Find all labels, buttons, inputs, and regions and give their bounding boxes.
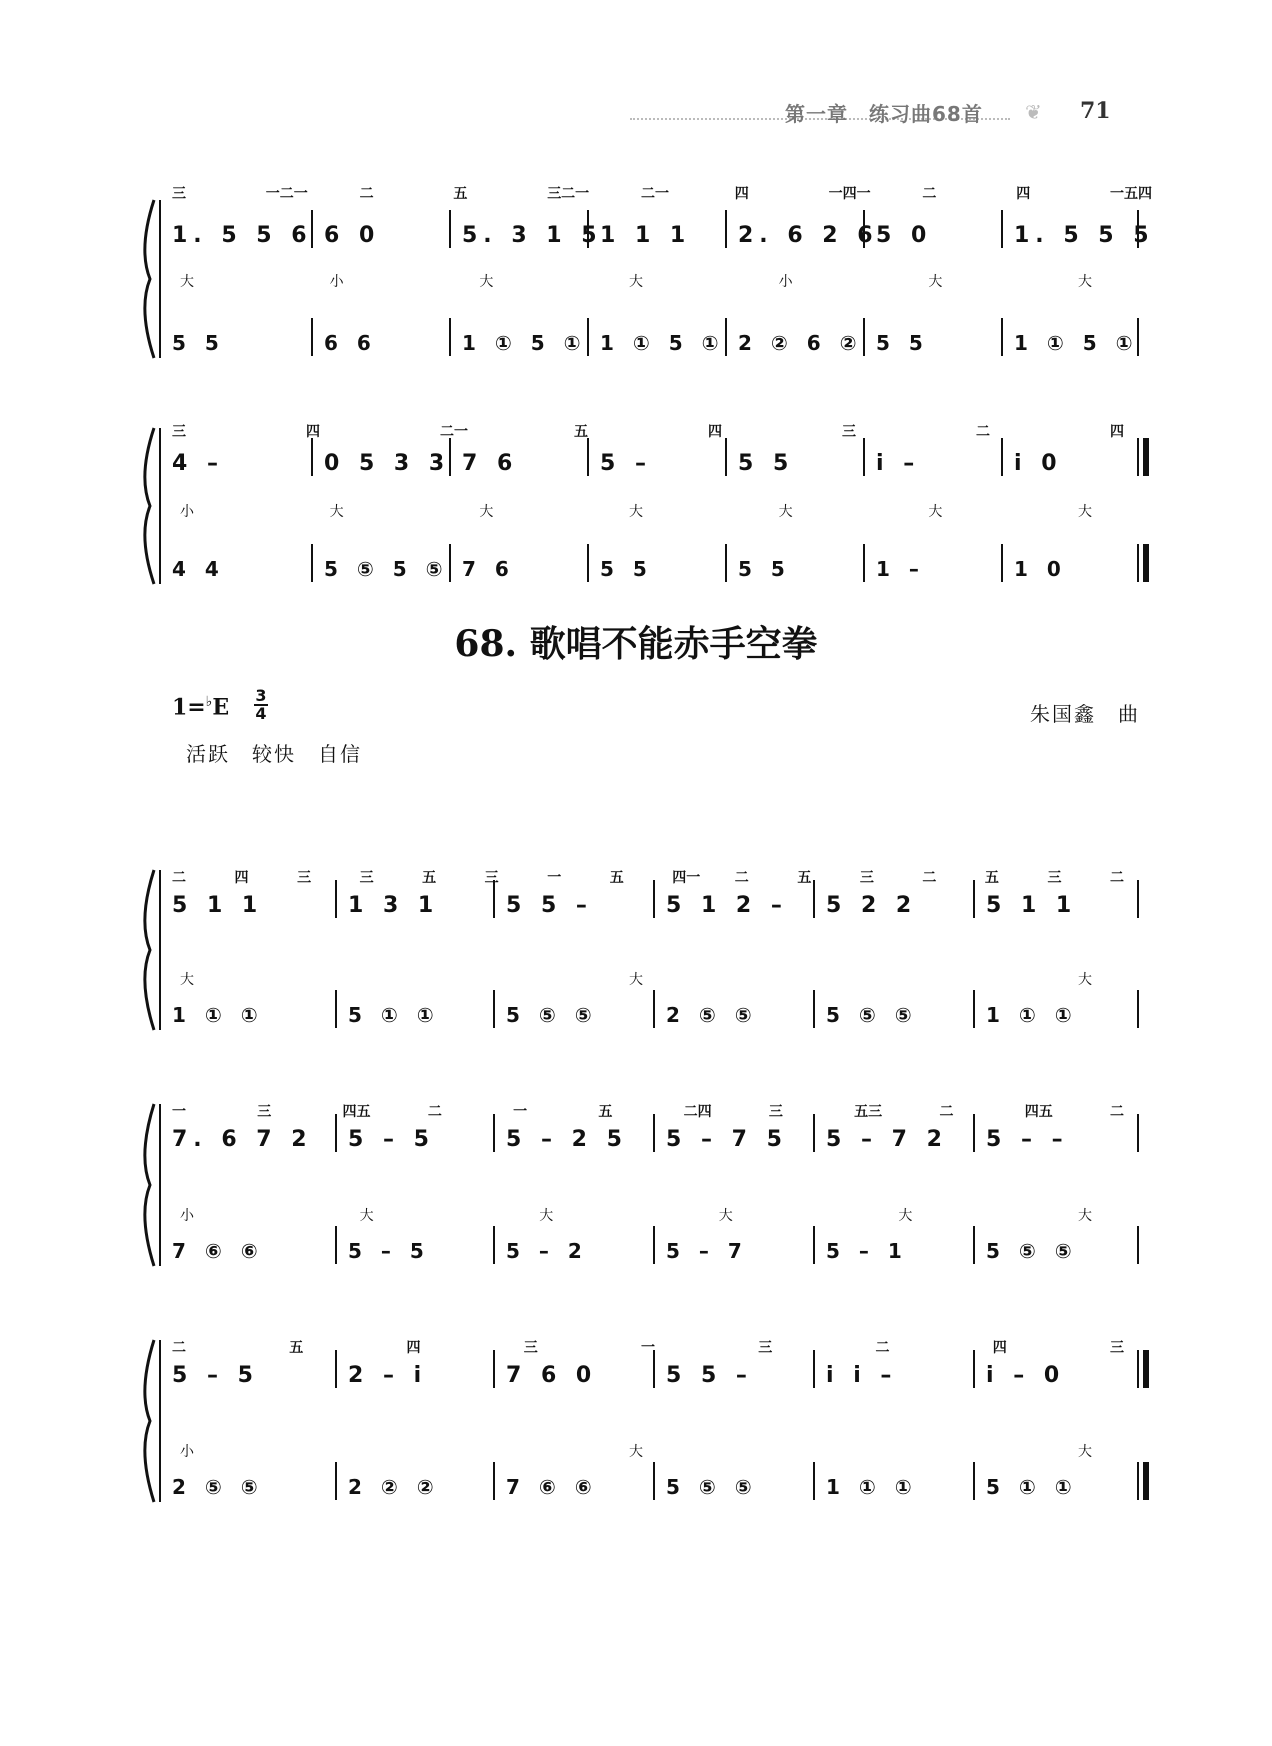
- system-brace: [145, 1340, 154, 1502]
- fingering-label: 五: [422, 870, 437, 886]
- fingering-label: 三: [523, 1340, 538, 1356]
- hand-hint: 大: [629, 1444, 643, 1460]
- hand-hint: 大: [180, 972, 194, 988]
- lower-measure: 2 ⑤ ⑤: [172, 1475, 264, 1499]
- tempo-marking: 活跃 较快 自信: [186, 742, 362, 766]
- hand-hint: 大: [629, 274, 643, 290]
- lower-measure: 5 5: [172, 331, 225, 355]
- upper-measure: 2 – i: [348, 1363, 428, 1388]
- lower-measure: 5 – 1: [826, 1239, 908, 1263]
- fingering-label: 四一: [672, 870, 701, 886]
- hand-hint: 大: [629, 972, 643, 988]
- meter-top: 3: [255, 686, 267, 705]
- fingering-label: 三: [257, 1104, 272, 1120]
- upper-measure: 5. 3 1 5: [462, 223, 603, 248]
- upper-measure: 7 6: [462, 451, 519, 476]
- fingering-label: 一四一: [828, 186, 871, 202]
- upper-measure: 5 0: [876, 223, 933, 248]
- upper-measure: 5 1 2 –: [666, 893, 788, 918]
- lower-measure: 1 ① 5 ①: [462, 331, 587, 355]
- hand-hint: 小: [180, 1208, 194, 1224]
- hand-hint: 小: [180, 504, 194, 520]
- system-brace: [145, 428, 154, 584]
- lower-measure: 5 ⑤ ⑤: [506, 1003, 598, 1027]
- fingering-label: 三: [1110, 1340, 1124, 1356]
- fingering-label: 四: [992, 1340, 1007, 1356]
- lower-measure: 4 4: [172, 557, 225, 581]
- upper-measure: 5 – 7 5: [666, 1127, 788, 1152]
- hand-hint: 大: [928, 274, 943, 290]
- lower-measure: 1 ① ①: [826, 1475, 918, 1499]
- hand-hint: 大: [1078, 1444, 1092, 1460]
- fingering-label: 三: [359, 870, 374, 886]
- upper-measure: 5 –: [600, 451, 652, 476]
- lower-measure: 5 ⑤ ⑤: [826, 1003, 918, 1027]
- lower-measure: 7 ⑥ ⑥: [506, 1475, 598, 1499]
- fingering-label: 四: [708, 424, 722, 440]
- meter-bottom: 4: [255, 704, 267, 723]
- fingering-label: 五: [598, 1104, 613, 1120]
- upper-measure: i –: [876, 451, 921, 476]
- upper-measure: 5 5 –: [666, 1363, 753, 1388]
- upper-measure: 5 1 1: [172, 893, 264, 918]
- fingering-label: 五: [453, 186, 468, 202]
- song-title: 68. 歌唱不能赤手空拳: [454, 623, 818, 665]
- hand-hint: 大: [180, 274, 194, 290]
- fingering-label: 三二一: [547, 186, 590, 202]
- lower-measure: 1 –: [876, 557, 925, 581]
- fingering-label: 五: [797, 870, 812, 886]
- fingering-label: 三: [1047, 870, 1062, 886]
- upper-measure: 5 – 5: [172, 1363, 259, 1388]
- ornament-icon: ❦: [1025, 100, 1042, 124]
- system-brace: [145, 200, 154, 358]
- hand-hint: 大: [928, 504, 943, 520]
- fingering-label: 五: [289, 1340, 304, 1356]
- upper-measure: 5 1 1: [986, 893, 1078, 918]
- hand-hint: 大: [1078, 274, 1092, 290]
- time-signature: [254, 688, 268, 722]
- fingering-label: 四五: [342, 1104, 371, 1120]
- upper-measure: 5 – 7 2: [826, 1127, 948, 1152]
- lower-measure: 1 0: [1014, 557, 1067, 581]
- hand-hint: 小: [329, 274, 344, 290]
- key-note: E: [212, 694, 230, 721]
- lower-measure: 5 ⑤ 5 ⑤: [324, 557, 449, 581]
- fingering-label: 二四: [683, 1104, 712, 1120]
- chapter-title: 第一章 练习曲68首: [785, 102, 983, 126]
- upper-measure: 5 – 2 5: [506, 1127, 628, 1152]
- upper-measure: 7 6 0: [506, 1363, 598, 1388]
- upper-measure: i – 0: [986, 1363, 1066, 1388]
- lower-measure: 5 – 2: [506, 1239, 588, 1263]
- fingering-label: 二: [875, 1340, 890, 1356]
- key-signature: [172, 694, 229, 720]
- lower-measure: 7 6: [462, 557, 515, 581]
- fingering-label: 二: [1110, 870, 1124, 886]
- lower-measure: 1 ① 5 ①: [1014, 331, 1139, 355]
- fingering-label: 二: [939, 1104, 954, 1120]
- upper-measure: 7. 6 7 2: [172, 1127, 313, 1152]
- composer: 朱国鑫 曲: [1030, 702, 1140, 726]
- hand-hint: 小: [180, 1444, 194, 1460]
- upper-measure: 0 5 3 3: [324, 451, 451, 476]
- upper-measure: 5 2 2: [826, 893, 918, 918]
- upper-measure: 1 1 1: [600, 223, 692, 248]
- upper-measure: 1 3 1: [348, 893, 440, 918]
- lower-measure: 5 5: [738, 557, 791, 581]
- fingering-label: 二: [922, 186, 937, 202]
- fingering-label: 四: [406, 1340, 421, 1356]
- lower-measure: 5 5: [876, 331, 929, 355]
- fingering-label: 二: [734, 870, 749, 886]
- hand-hint: 大: [1078, 1208, 1092, 1224]
- hand-hint: 大: [898, 1208, 913, 1224]
- fingering-label: 一: [547, 870, 562, 886]
- lower-measure: 5 – 5: [348, 1239, 430, 1263]
- page-number: 71: [1080, 98, 1111, 124]
- fingering-label: 二: [172, 870, 186, 886]
- fingering-label: 三: [484, 870, 499, 886]
- fingering-label: 五: [574, 424, 588, 440]
- upper-measure: 5 5: [738, 451, 795, 476]
- fingering-label: 五: [609, 870, 624, 886]
- fingering-label: 四: [234, 870, 249, 886]
- fingering-label: 二: [1110, 1104, 1124, 1120]
- lower-measure: 2 ② 6 ②: [738, 331, 863, 355]
- upper-measure: i i –: [826, 1363, 898, 1388]
- lower-measure: 5 – 7: [666, 1239, 748, 1263]
- fingering-label: 三: [758, 1340, 773, 1356]
- fingering-label: 二: [976, 424, 990, 440]
- lower-measure: 2 ⑤ ⑤: [666, 1003, 758, 1027]
- hand-hint: 大: [359, 1208, 374, 1224]
- fingering-label: 四: [734, 186, 749, 202]
- fingering-label: 三: [859, 870, 874, 886]
- fingering-label: 四五: [1024, 1104, 1053, 1120]
- upper-measure: 1. 5 5 6: [172, 223, 313, 248]
- fingering-label: 一二一: [265, 186, 308, 202]
- fingering-label: 一五四: [1110, 186, 1152, 202]
- fingering-label: 四: [1016, 186, 1031, 202]
- fingering-label: 一: [641, 1340, 655, 1356]
- hand-hint: 大: [1078, 972, 1092, 988]
- flat-icon: ♭: [205, 694, 213, 710]
- hand-hint: 大: [629, 504, 643, 520]
- fingering-label: 四: [306, 424, 320, 440]
- upper-measure: 5 – 5: [348, 1127, 435, 1152]
- lower-measure: 5 5: [600, 557, 653, 581]
- lower-measure: 2 ② ②: [348, 1475, 440, 1499]
- hand-hint: 大: [479, 504, 494, 520]
- fingering-label: 三: [297, 870, 312, 886]
- hand-hint: 大: [539, 1208, 554, 1224]
- hand-hint: 小: [778, 274, 793, 290]
- hand-hint: 大: [718, 1208, 733, 1224]
- fingering-label: 三: [842, 424, 856, 440]
- upper-measure: i 0: [1014, 451, 1063, 476]
- system-brace: [145, 1104, 154, 1266]
- fingering-label: 三: [172, 186, 186, 202]
- fingering-label: 二: [172, 1340, 186, 1356]
- lower-measure: 1 ① ①: [986, 1003, 1078, 1027]
- fingering-label: 四: [1110, 424, 1124, 440]
- fingering-label: 三: [768, 1104, 783, 1120]
- upper-measure: 5 – –: [986, 1127, 1069, 1152]
- lower-measure: 5 ① ①: [348, 1003, 440, 1027]
- key-prefix: 1=: [172, 694, 206, 721]
- fingering-label: 五三: [854, 1104, 883, 1120]
- fingering-label: 一: [172, 1104, 186, 1120]
- lower-measure: 1 ① 5 ①: [600, 331, 725, 355]
- fingering-label: 二: [427, 1104, 442, 1120]
- lower-measure: 5 ① ①: [986, 1475, 1078, 1499]
- fingering-label: 二一: [440, 424, 468, 440]
- lower-measure: 5 ⑤ ⑤: [666, 1475, 758, 1499]
- upper-measure: 4 –: [172, 451, 224, 476]
- fingering-label: 三: [172, 424, 186, 440]
- hand-hint: 大: [479, 274, 494, 290]
- fingering-label: 二: [359, 186, 374, 202]
- fingering-label: 五: [984, 870, 999, 886]
- hand-hint: 大: [1078, 504, 1092, 520]
- fingering-label: 二: [922, 870, 937, 886]
- lower-measure: 1 ① ①: [172, 1003, 264, 1027]
- lower-measure: 5 ⑤ ⑤: [986, 1239, 1078, 1263]
- upper-measure: 2. 6 2 6: [738, 223, 879, 248]
- upper-measure: 6 0: [324, 223, 381, 248]
- upper-measure: 5 5 –: [506, 893, 593, 918]
- fingering-label: 二一: [641, 186, 669, 202]
- fingering-label: 一: [513, 1104, 528, 1120]
- hand-hint: 大: [778, 504, 793, 520]
- hand-hint: 大: [329, 504, 344, 520]
- system-brace: [145, 870, 154, 1030]
- upper-measure: 1. 5 5 5: [1014, 223, 1155, 248]
- lower-measure: 7 ⑥ ⑥: [172, 1239, 264, 1263]
- lower-measure: 6 6: [324, 331, 377, 355]
